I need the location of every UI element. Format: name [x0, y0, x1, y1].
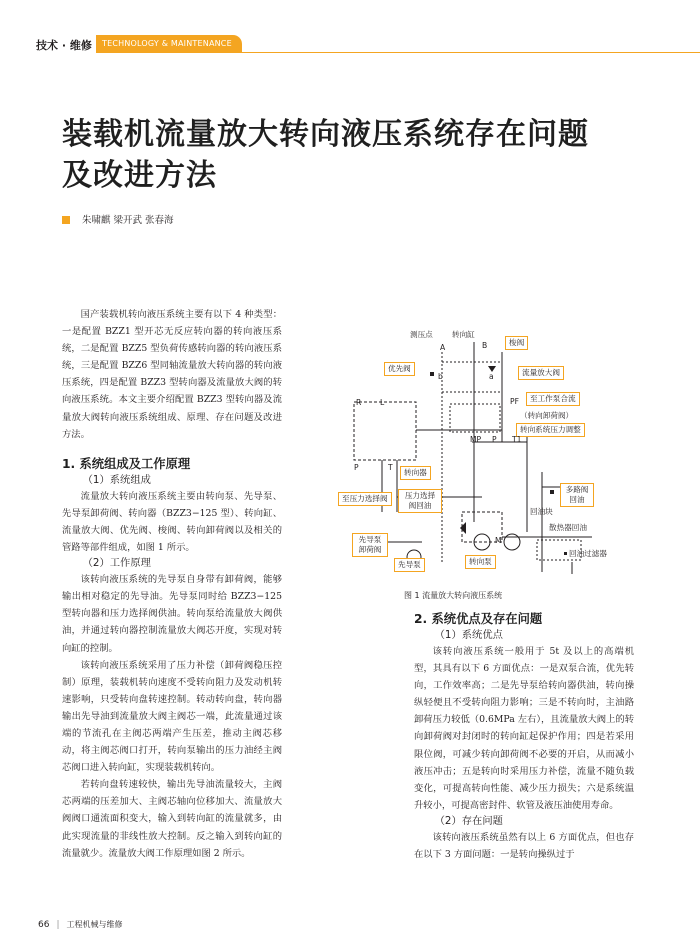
label-cooler-return: 散热器回油	[549, 523, 587, 532]
section-2-heading: 2. 系统优点及存在问题	[414, 612, 543, 626]
section-1-para-1: 流量放大转向液压系统主要由转向泵、先导泵、先导泵卸荷阀、转向器（BZZ3−125 型）、转向缸、流量放大阀、优先阀、梭阀、转向卸荷阀以及相关的管路等部件组成，如图 1 所示。	[62, 490, 282, 554]
title-line-2: 及改进方法	[62, 158, 217, 193]
label-return-block: 回油块	[530, 507, 553, 516]
section-1-para-3: 该转向液压系统采用了压力补偿（卸荷阀稳压控制）原理，装载机转向速度不受转向阻力及发动机转速影响，只受转向盘转速控制。转动转向盘，转向器输出先导油到流量放大阀主阀芯一端，此流量通过该端的节流孔在主阀芯两端产生压差，推动主阀芯移动，将主阀芯阀口打开，转向泵输出的压力油经主阀芯阀口进入转向缸，实现装载机转向。	[62, 659, 282, 774]
label-PF: PF	[510, 397, 519, 406]
label-T1: T1	[512, 435, 522, 444]
section-banner	[96, 35, 242, 53]
label-steering-unit: 转向器	[400, 466, 431, 480]
section-2-sub-1: （1）系统优点	[434, 629, 503, 641]
section-2-para-1: 该转向液压系统一般用于 5t 及以上的高端机型，其具有以下 6 方面优点：一是双泵合流，优先转向，工作效率高；二是先导泵给转向器供油，转向操纵轻便且不受转向阻力影响；三是不转向时，主油路卸荷压力较低（0.6MPa 左右），且流量放大阀上的转向卸荷阀对封闭时的转向缸起保护作用；四是若采用限位阀，可减少转向卸荷阀不必要的开启，从而减小液压冲击；五是转向时采用压力补偿，流量不随负载变化，可提高转向性能、减少压力损失；六是系统温升较小，可提高密封件、软管及液压油使用寿命。	[414, 646, 634, 811]
section-1-para-4: 若转向盘转速较快，输出先导油流量较大，主阀芯两端的压差加大、主阀芯轴向位移加大、流量放大阀阀口通流面积变大，输入到转向缸的流量就多，由此实现流量的非线性放大控制。反之输入到转向缸的流量就少。流量放大阀工作原理如图 2 所示。	[62, 779, 282, 859]
label-test-point: 测压点	[410, 330, 433, 339]
section-label: 技术 · 维修	[36, 39, 92, 52]
label-R: R	[356, 398, 362, 407]
label-P-mid: P	[492, 435, 497, 444]
article-title	[62, 114, 662, 196]
label-A-top: A	[440, 343, 446, 352]
label-P-left: P	[354, 463, 359, 472]
header-rule	[242, 52, 700, 53]
label-B-top: B	[482, 341, 488, 350]
label-multi-valve-return: 多路阀回油	[560, 483, 594, 507]
section-1-sub-1: （1）系统组成	[82, 473, 151, 486]
right-column	[414, 610, 634, 863]
label-unload-valve: （转向卸荷阀）	[520, 411, 574, 420]
page-number: 66	[38, 920, 50, 930]
label-pilot-pump: 先导泵	[394, 558, 425, 572]
publication-name: 工程机械与维修	[66, 920, 123, 929]
label-return-filter: 回油过滤器	[569, 549, 607, 558]
label-MP: MP	[470, 435, 482, 444]
section-banner-text: TECHNOLOGY & MAINTENANCE	[102, 39, 232, 48]
author-names: 朱啸麒 梁开武 张春海	[82, 215, 174, 226]
footer-separator: |	[56, 920, 60, 930]
intro-paragraph: 国产装载机转向液压系统主要有以下 4 种类型：一是配置 BZZ1 型开芯无反应转向器的转向液压系统，二是配置 BZZ5 型负荷传感转向器的转向液压系统，三是配置 BZZ6 型同轴流量放大转向器的转向液压系统，四是配置 BZZ3 型转向器及流量放大阀的转向液压系统。本文主要介绍配置 BZZ3 型转向器及流量放大阀转向液压系统组成、原理、存在问题及改进方法。	[62, 309, 282, 440]
authors	[62, 212, 174, 226]
label-to-work-pump: 至工作泵合流	[526, 392, 580, 406]
section-1-heading: 1. 系统组成及工作原理	[62, 456, 191, 471]
left-column	[62, 306, 282, 862]
label-select-return: 压力选择阀回油	[398, 489, 442, 513]
label-pilot-unload-valve: 先导泵卸荷阀	[352, 533, 388, 557]
label-flow-amplifier: 流量放大阀	[518, 366, 564, 380]
label-b: b	[438, 372, 443, 381]
label-priority-valve: 优先阀	[384, 362, 415, 376]
section-2-para-2: 该转向液压系统虽然有以上 6 方面优点，但也存在以下 3 方面问题：一是转向操纵过于	[414, 831, 634, 861]
title-line-1: 装载机流量放大转向液压系统存在问题	[62, 117, 589, 152]
label-to-pressure-select: 至压力选择阀	[338, 492, 392, 506]
label-a: a	[489, 372, 494, 381]
label-steering-cylinder: 转向缸	[452, 330, 475, 339]
label-L: L	[380, 398, 385, 407]
author-marker-icon	[62, 216, 70, 224]
figure-1-caption: 图 1 流量放大转向液压系统	[404, 591, 503, 600]
label-M: M	[495, 536, 502, 545]
section-1-sub-2: （2）工作原理	[82, 557, 151, 570]
label-T-left: T	[388, 463, 393, 472]
label-shuttle-valve: 梭阀	[505, 336, 528, 350]
section-2-sub-2: （2）存在问题	[434, 814, 503, 827]
section-1-para-2: 该转向液压系统的先导泵自身带有卸荷阀，能够输出相对稳定的先导油。先导泵同时给 BZZ3−125 型转向器和压力选择阀供油。转向泵给流量放大阀供油，并通过转向器控制流量放大阀芯开度，实现对转向缸的控制。	[62, 574, 282, 654]
label-steering-pump: 转向泵	[465, 555, 496, 569]
page-footer	[38, 919, 123, 930]
label-pressure-adjust: 转向系统压力调整	[516, 423, 585, 437]
